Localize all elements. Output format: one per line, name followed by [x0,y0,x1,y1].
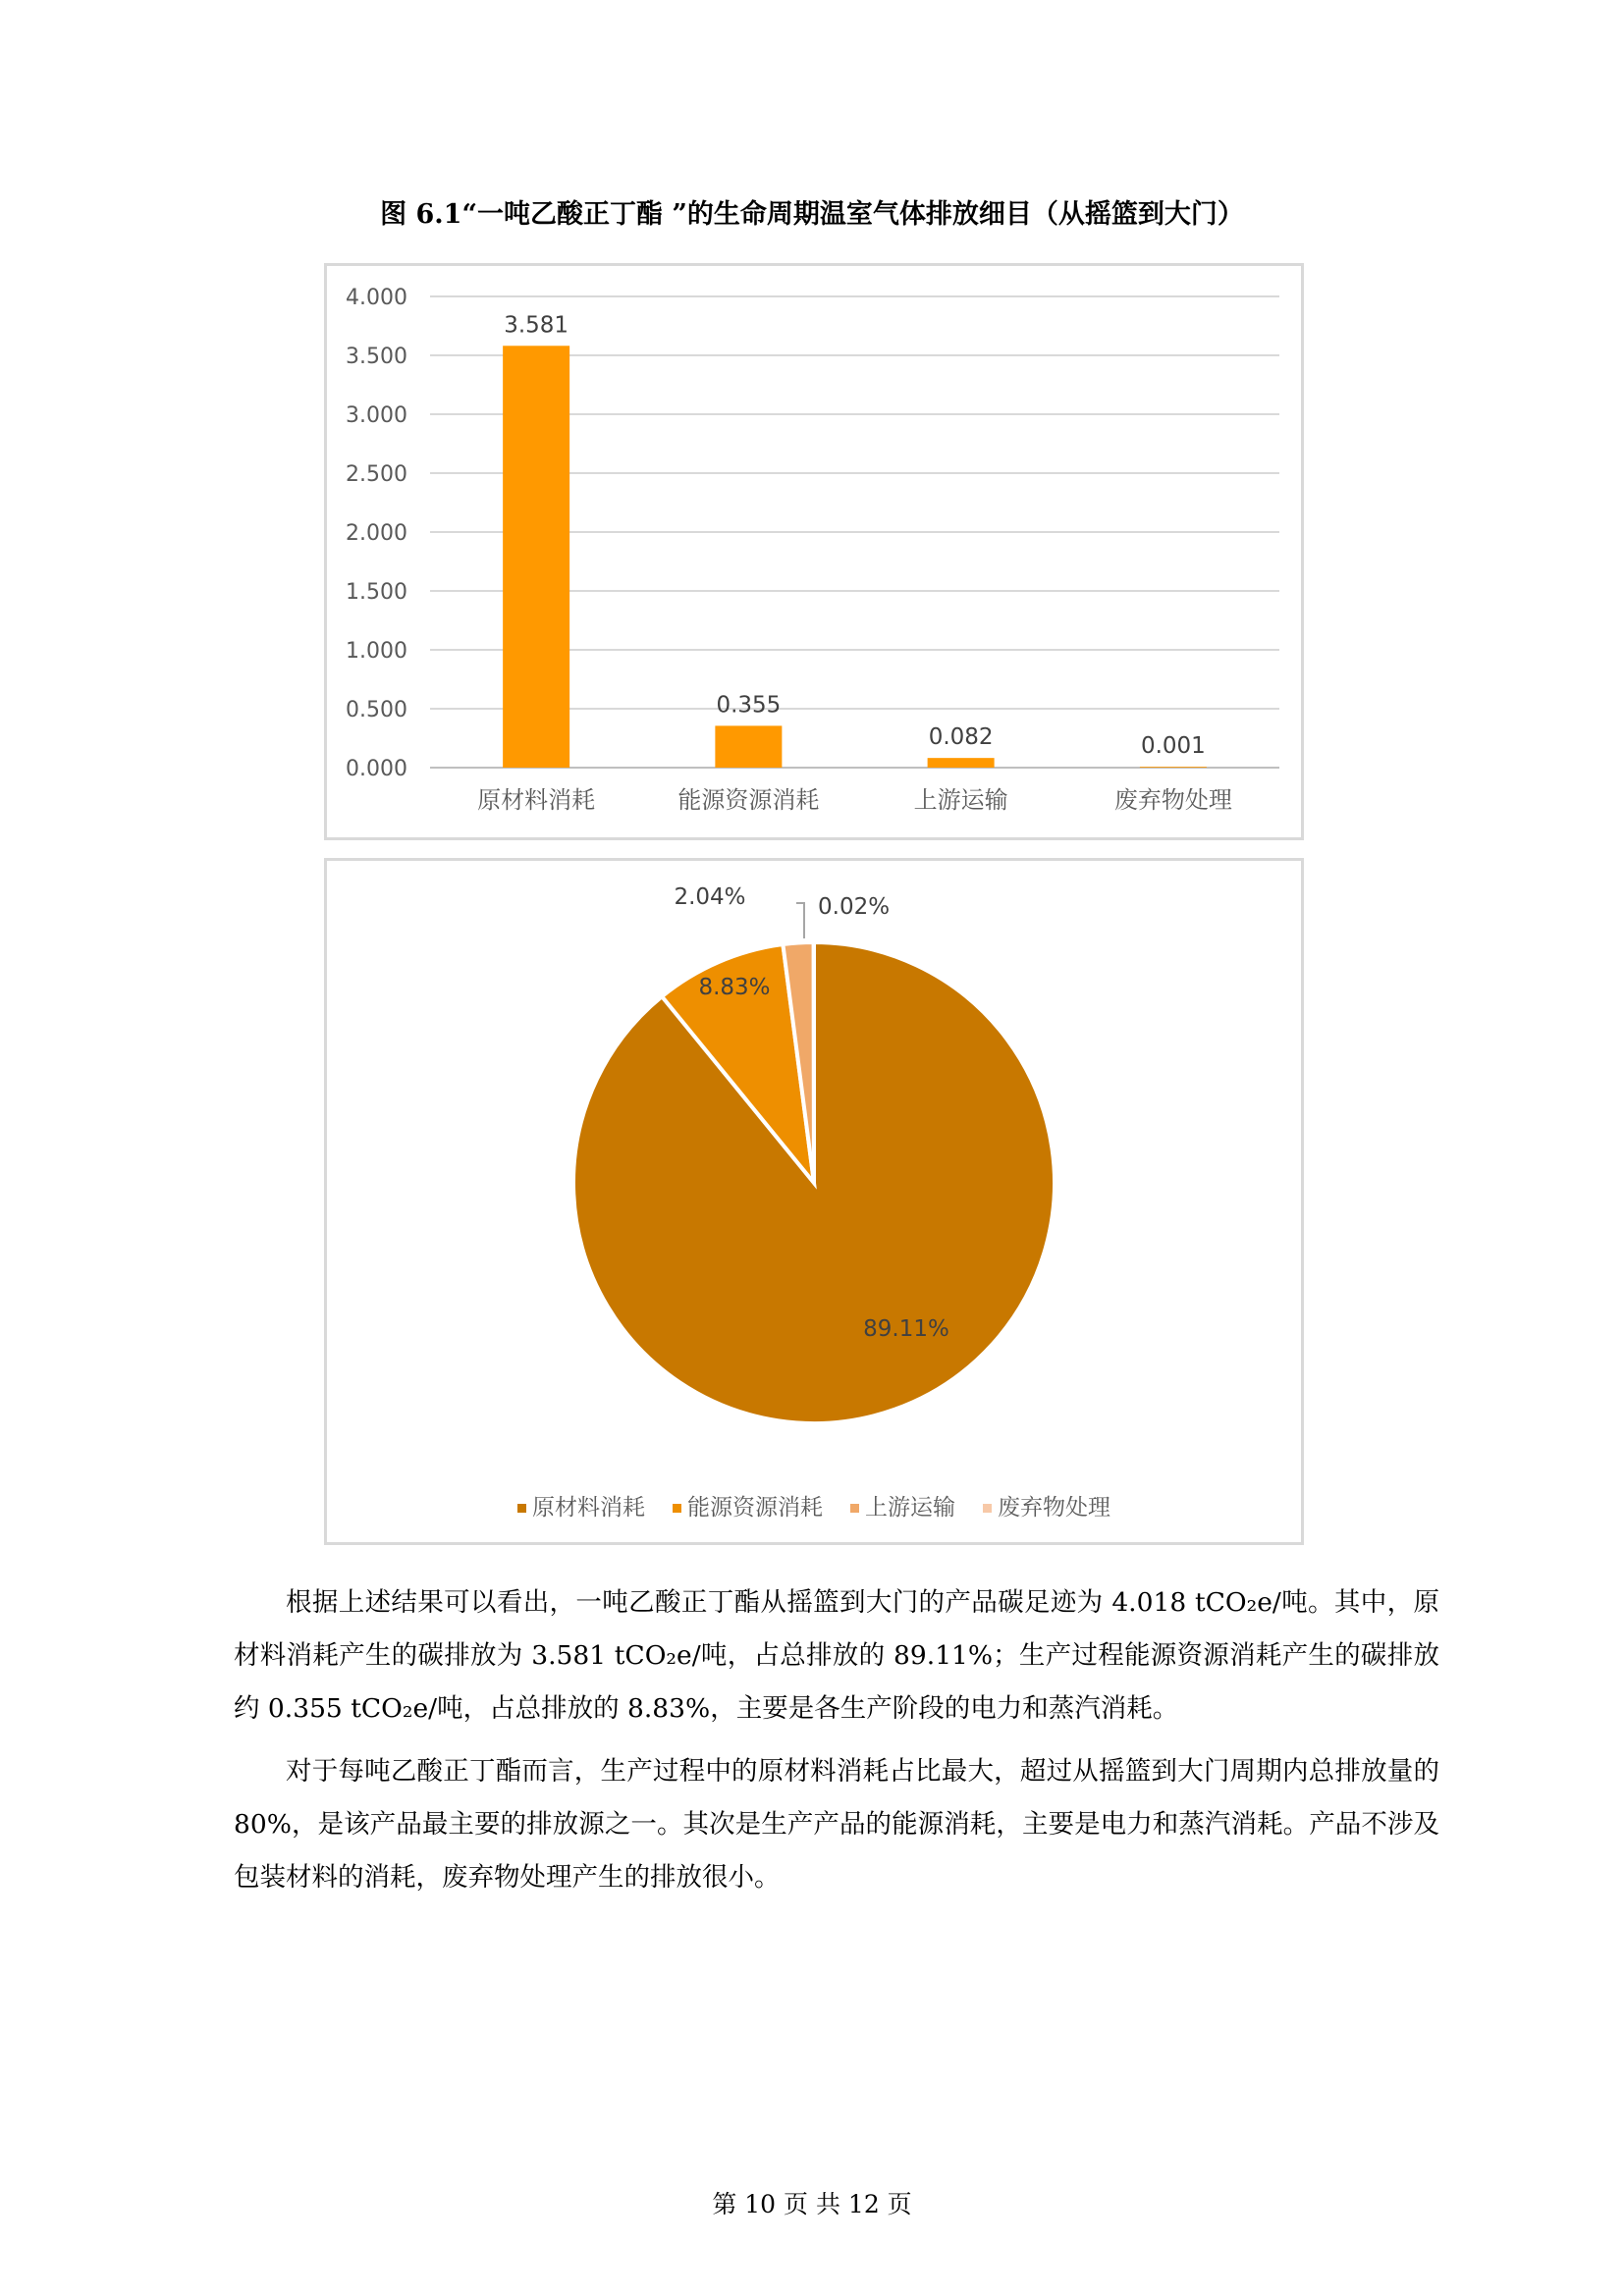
pie-legend [327,1489,1301,1522]
legend-label: 能源资源消耗 [687,1495,823,1521]
y-tick-label: 2.500 [346,462,407,487]
legend-item [517,1489,645,1522]
legend-item [983,1489,1110,1522]
bar [715,725,782,768]
x-category-label: 能源资源消耗 [677,786,820,814]
y-tick-label: 4.000 [346,286,407,310]
y-tick-label: 3.500 [346,345,407,369]
x-category-label: 原材料消耗 [477,786,596,814]
legend-swatch [673,1504,681,1513]
y-tick-label: 2.000 [346,521,407,546]
legend-item [850,1489,955,1522]
pie-chart [324,858,1304,1545]
bar-data-label: 0.082 [928,724,994,751]
y-tick-label: 1.000 [346,639,407,664]
bar-data-label: 3.581 [504,312,569,339]
bar [1140,767,1207,768]
x-category-label: 废弃物处理 [1113,786,1232,814]
bar [928,758,995,768]
pie-data-label: 89.11% [863,1316,949,1342]
y-tick-label: 3.000 [346,403,407,428]
bar [503,346,569,768]
pie-data-label: 0.02% [818,894,891,920]
bar-chart-svg [327,266,1301,837]
pie-data-label: 8.83% [698,975,771,1000]
figure-title: 图 6.1“一吨乙酸正丁酯 ”的生命周期温室气体排放细目（从摇篮到大门） [380,199,1244,230]
paragraph-1: 根据上述结果可以看出，一吨乙酸正丁酯从摇篮到大门的产品碳足迹为 4.018 tCO₂e/吨。其中，原材料消耗产生的碳排放为 3.581 tCO₂e/吨，占总排放的 89.11%；生产过程能源资源消耗产生的碳排放约 0.355 tCO₂e/吨，占总排放的 8.83%，主要是各生产阶段的电力和蒸汽消耗。 [234,1587,1439,1724]
legend-swatch [850,1504,859,1513]
legend-label: 原材料消耗 [532,1495,645,1521]
bar-chart [324,263,1304,840]
legend-swatch [517,1504,526,1513]
bar-data-label: 0.001 [1140,733,1206,760]
pie-data-label: 2.04% [674,884,746,910]
y-tick-label: 0.000 [346,757,407,781]
legend-item [673,1489,823,1522]
page-footer: 第 10 页 共 12 页 [712,2190,912,2218]
y-tick-label: 0.500 [346,698,407,722]
pie-leader-line [796,903,804,938]
legend-label: 上游运输 [865,1495,955,1521]
pie-chart-svg [327,861,1301,1542]
y-tick-label: 1.500 [346,580,407,605]
bar-data-label: 0.355 [716,692,782,719]
paragraph-2: 对于每吨乙酸正丁酯而言，生产过程中的原材料消耗占比最大，超过从摇篮到大门周期内总排放量的 80%，是该产品最主要的排放源之一。其次是生产产品的能源消耗，主要是电力和蒸汽消耗。产品不涉及包装材料的消耗，废弃物处理产生的排放很小。 [234,1756,1439,1893]
x-category-label: 上游运输 [913,786,1008,814]
legend-swatch [983,1504,992,1513]
legend-label: 废弃物处理 [998,1495,1110,1521]
